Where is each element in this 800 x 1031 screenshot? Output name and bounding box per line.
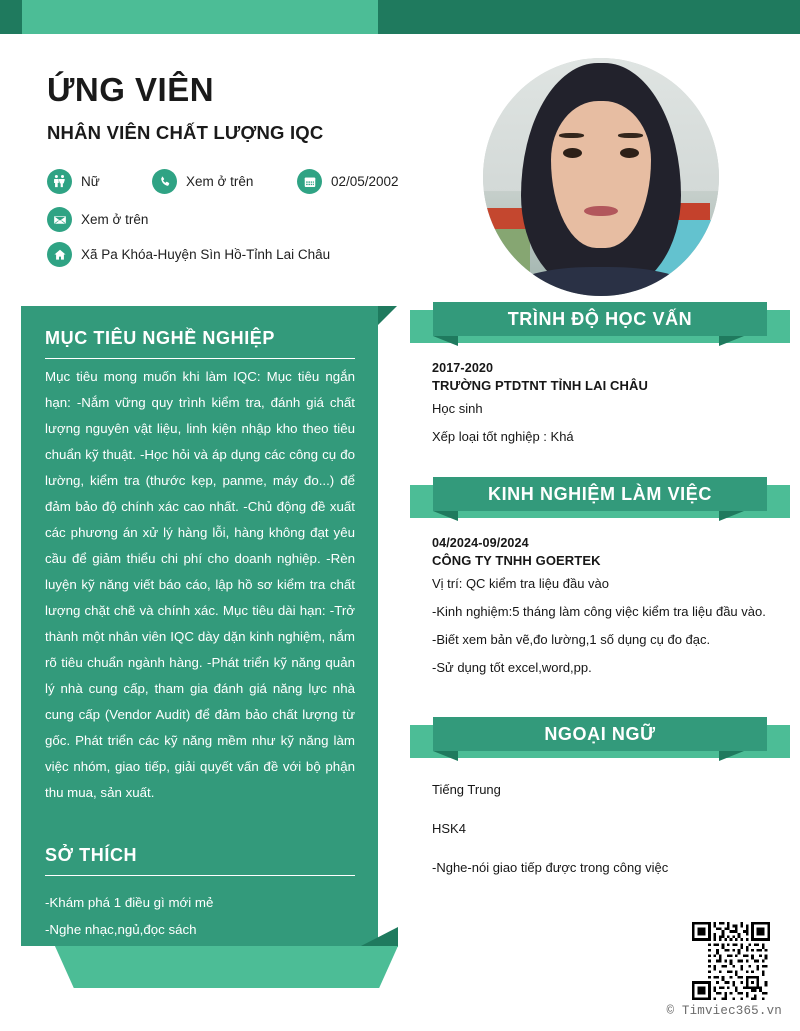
experience-company: CÔNG TY TNHH GOERTEK — [432, 553, 601, 568]
contact-gender-value: Nữ — [81, 174, 100, 189]
top-decorative-bar — [0, 0, 800, 34]
right-column — [410, 296, 790, 896]
contact-row-primary — [47, 169, 399, 194]
topbar-segment-dark-right — [378, 0, 800, 34]
email-icon — [47, 207, 72, 232]
calendar-icon — [297, 169, 322, 194]
contact-row-address — [47, 242, 330, 267]
language-level: HSK4 — [432, 821, 466, 836]
contact-birthdate — [297, 169, 399, 194]
ribbon-banner-education — [410, 296, 790, 346]
contact-email — [47, 207, 148, 232]
contact-phone-value: Xem ở trên — [186, 174, 254, 189]
ribbon-band — [433, 717, 767, 751]
topbar-segment-dark-left — [0, 0, 22, 34]
education-date: 2017-2020 — [432, 361, 494, 375]
home-icon — [47, 242, 72, 267]
phone-icon — [152, 169, 177, 194]
experience-detail: -Biết xem bản vẽ,đo lường,1 số dụng cụ đo đạc. — [432, 632, 711, 647]
experience-detail: -Sử dụng tốt excel,word,pp. — [432, 660, 592, 675]
cv-header — [0, 34, 800, 296]
experience-date: 04/2024-09/2024 — [432, 536, 529, 550]
contact-birthdate-value: 02/05/2002 — [331, 174, 399, 189]
ribbon-band — [433, 477, 767, 511]
left-panel — [21, 306, 378, 946]
section-heading-experience: KINH NGHIỆM LÀM VIỆC — [487, 484, 712, 504]
language-entry — [410, 780, 790, 878]
photo-eyebrow-right — [618, 133, 644, 138]
candidate-job-title: NHÂN VIÊN CHẤT LƯỢNG IQC — [47, 122, 324, 143]
qr-code — [692, 922, 770, 1000]
education-detail: Học sinh — [432, 401, 483, 416]
education-entry — [410, 361, 790, 449]
education-school: TRƯỜNG PTDTNT TỈNH LAI CHÂU — [432, 378, 648, 393]
ribbon-banner-experience — [410, 471, 790, 521]
section-heading-hobby: SỞ THÍCH — [45, 845, 355, 876]
gender-icon — [47, 169, 72, 194]
list-item: -Khám phá 1 điều gì mới mẻ — [45, 895, 214, 910]
left-panel-ribbon-flap — [21, 946, 398, 988]
ribbon-banner-language — [410, 711, 790, 761]
experience-entry — [410, 536, 790, 680]
section-heading-language: NGOẠI NGỮ — [544, 724, 656, 744]
contact-email-value: Xem ở trên — [81, 212, 149, 227]
candidate-name: ỨNG VIÊN — [47, 71, 215, 108]
contact-address-value: Xã Pa Khóa-Huyện Sìn Hồ-Tỉnh Lai Châu — [81, 247, 331, 262]
footer-credit: © Timviec365.vn — [666, 1004, 782, 1018]
experience-detail: -Kinh nghiệm:5 tháng làm công việc kiểm tra liệu đầu vào. — [432, 604, 766, 619]
contact-phone — [152, 169, 297, 194]
language-name: Tiếng Trung — [432, 782, 501, 797]
photo-building-left — [488, 229, 530, 272]
section-education — [410, 296, 790, 449]
photo-lips — [584, 206, 617, 217]
language-note: -Nghe-nói giao tiếp được trong công việc — [432, 860, 669, 875]
contact-row-email — [47, 207, 148, 232]
education-grade: Xếp loại tốt nghiệp : Khá — [432, 429, 574, 444]
experience-position: Vị trí: QC kiểm tra liệu đầu vào — [432, 576, 610, 591]
list-item: -Nghe nhạc,ngủ,đọc sách — [45, 922, 197, 937]
section-heading-education: TRÌNH ĐỘ HỌC VẤN — [507, 309, 693, 329]
section-heading-objective: MỤC TIÊU NGHỀ NGHIỆP — [45, 328, 355, 359]
photo-eyebrow-left — [559, 133, 585, 138]
topbar-segment-light — [22, 0, 378, 34]
section-language — [410, 711, 790, 878]
candidate-photo — [483, 58, 719, 296]
section-body-objective: Mục tiêu mong muốn khi làm IQC: Mục tiêu ngắn hạn: -Nắm vững quy trình kiểm tra, đánh giá chất lượng nguyên vật liệu, linh kiện nhập kho theo tiêu chuẩn kỹ thuật. -Học hỏi và áp dụng các công cụ đo lường, kiểm tra (thước kẹp, panme, máy đo...) để đảm bảo độ chính xác cao nhất. -Chủ động đề xuất các phương án xử lý hàng lỗi, hàng không đạt yêu cầu để giảm thiểu chi phí cho doanh nghiệp. -Rèn luyện kỹ năng viết báo cáo, lập hồ sơ kiểm tra chất lượng chặt chẽ và chính xác. Mục tiêu dài hạn: -Trở thành một nhân viên IQC dày dặn kinh nghiệm, nắm rõ tiêu chuẩn ngành hàng. -Phát triển kỹ năng quản lý nhà cung cấp, tham gia đánh giá năng lực nhà cung cấp (Vendor Audit) để đảm bảo chất lượng từ gốc. Phát triển các kỹ năng mềm như kỹ năng làm việc nhóm, giao tiếp, giải quyết vấn đề với bộ phận thu mua, sản xuất. — [45, 369, 355, 800]
section-experience — [410, 471, 790, 680]
contact-gender — [47, 169, 152, 194]
left-panel-fold-top-right — [378, 306, 397, 325]
photo-shoulders — [511, 267, 690, 296]
contact-address — [47, 242, 330, 267]
section-body-hobby — [45, 889, 355, 943]
ribbon-band — [433, 302, 767, 336]
